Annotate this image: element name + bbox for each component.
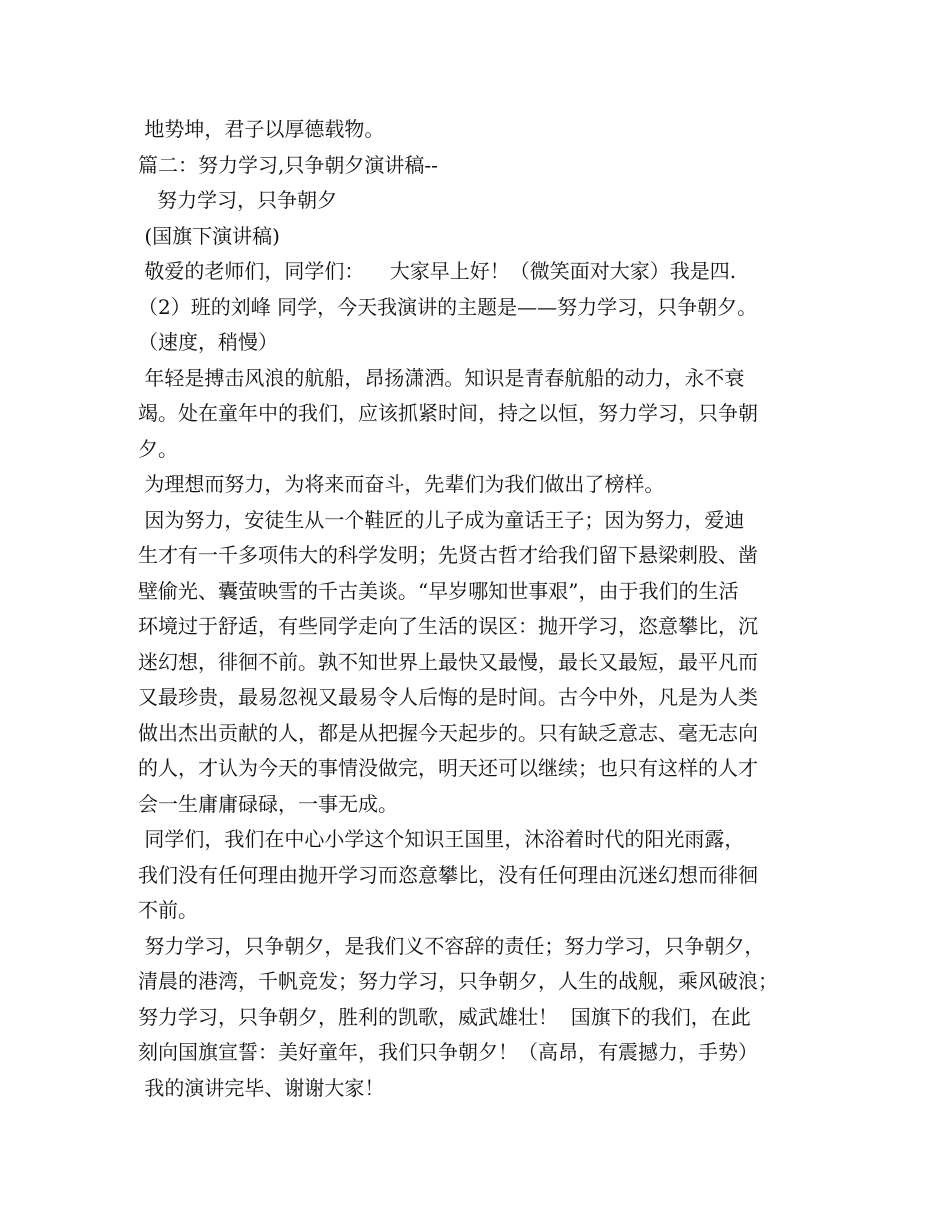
text-line: 为理想而努力，为将来而奋斗，先辈们为我们做出了榜样。: [138, 472, 665, 496]
text-line: （2）班的刘峰 同学，今天我演讲的主题是——努力学习，只争朝夕。: [138, 294, 758, 319]
text-line: 夕。: [138, 436, 178, 461]
text-line: 不前。: [138, 898, 198, 922]
speech-title: 努力学习，只争朝夕: [138, 188, 338, 212]
text-line: 又最珍贵，最易忽视又最易令人后悔的是时间。古今中外，凡是为人类: [138, 685, 758, 709]
text-line: 我的演讲完毕、谢谢大家！: [138, 1075, 385, 1100]
text-line: 因为努力，安徒生从一个鞋匠的儿子成为童话王子；因为努力，爱迪: [138, 507, 745, 532]
text-line: 清晨的港湾，千帆竞发；努力学习，只争朝夕，人生的战舰，乘风破浪；: [138, 969, 778, 993]
text-line: 生才有一千多项伟大的科学发明；先贤古哲才给我们留下悬梁刺股、凿: [138, 543, 758, 567]
text-line: 努力学习，只争朝夕，是我们义不容辞的责任；努力学习，只争朝夕，: [138, 933, 765, 958]
text-line: 的人，才认为今天的事情没做完，明天还可以继续；也只有这样的人才: [138, 756, 758, 780]
text-line: 做出杰出贡献的人，都是从把握今天起步的。只有缺乏意志、毫无志向: [138, 720, 758, 745]
text-line: 刻向国旗宣誓：美好童年，我们只争朝夕！（高昂，有震撼力，手势）: [138, 1040, 758, 1064]
text-line: 迷幻想，徘徊不前。孰不知世界上最快又最慢，最长又最短，最平凡而: [138, 649, 758, 674]
document-body: [138, 112, 818, 1106]
text-line: 地势坤，君子以厚德载物。: [138, 117, 385, 141]
text-line: 竭。处在童年中的我们，应该抓紧时间，持之以恒，努力学习，只争朝: [138, 401, 758, 425]
speech-subtitle: (国旗下演讲稿): [138, 223, 280, 248]
text-line: 我们没有任何理由抛开学习而恣意攀比，没有任何理由沉迷幻想而徘徊: [138, 862, 758, 887]
text-line: 环境过于舒适，有些同学走向了生活的误区：抛开学习，恣意攀比，沉: [138, 614, 758, 638]
text-line: 年轻是搏击风浪的航船，昂扬潇洒。知识是青春航船的动力，永不衰: [138, 365, 745, 390]
text-line: 敬爱的老师们，同学们： 大家早上好！（微笑面对大家）我是四.: [138, 259, 737, 283]
text-line: 努力学习，只争朝夕，胜利的凯歌，威武雄壮！ 国旗下的我们，在此: [138, 1004, 751, 1029]
text-line: 壁偷光、囊萤映雪的千古美谈。“早岁哪知世事艰”，由于我们的生活: [138, 578, 739, 603]
text-line: 会一生庸庸碌碌，一事无成。: [138, 791, 398, 816]
section-heading: 篇二：努力学习,只争朝夕演讲稿--: [138, 152, 438, 177]
text-line: 同学们，我们在中心小学这个知识王国里，沐浴着时代的阳光雨露，: [138, 827, 745, 851]
text-line: （速度，稍慢）: [138, 330, 278, 354]
